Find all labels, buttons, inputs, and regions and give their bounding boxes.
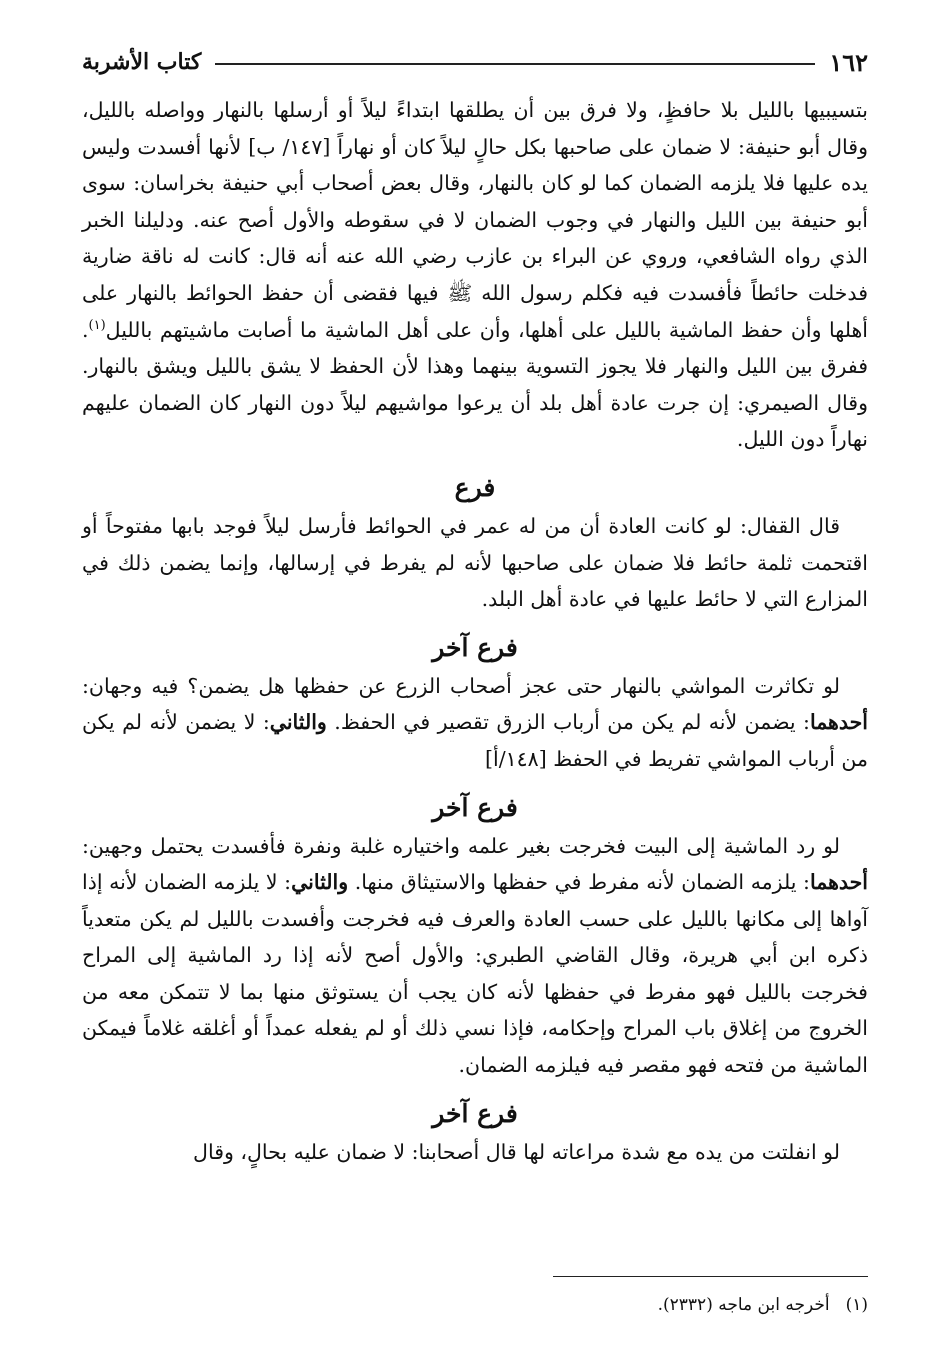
- paragraph-text: : لا يلزمه الضمان لأنه إذا آواها إلى مكانها بالليل على حسب العادة والعرف فيه فخرجت وأفسدت بالليل لم يكن متعدياً ذكره ابن أبي هريرة، وقال القاضي الطبري: والأول أصح لأنه إذا رد الماشية إلى المراح فخرجت بالليل فهو مفرط في حفظها لأنه كان يجب أن يستوثق منها بما لا تتمكن معه من الخروج من إغلاق باب المراح وإحكامه، فإذا نسي ذلك أو لم يفعله عمداً أو أغلقه غلاماً فيمكن الماشية من فتحه فهو مقصر فيه فيلزمه الضمان.: [82, 870, 868, 1078]
- bold-term-second: والثاني: [269, 710, 327, 735]
- paragraph-text: بتسيبيها بالليل بلا حافظٍ، ولا فرق بين أن يطلقها ابتداءً ليلاً أو أرسلها بالنهار وواصله بالليل، وقال أبو حنيفة: لا ضمان على صاحبها بكل حالٍ ليلاً كان أو نهاراً [١٤٧/ ب] لأنها أفسدت وليس يده عليها فلا يلزمه الضمان كما لو كان بالنهار، وقال بعض أصحاب أبي حنيفة بخراسان: سوى أبو حنيفة بين الليل والنهار في وجوب الضمان لا في سقوطه والأول أصح عنه. ودليلنا الخبر الذي رواه الشافعي، وروي عن البراء بن عازب رضي الله عنه أنه قال: كانت له ناقة ضارية فدخلت حائطاً فأفسدت فيه فكلم رسول الله ﷺ فيها فقضى أن حفظ الحوائط بالنهار على أهلها وأن حفظ الماشية بالليل على أهلها، وأن على أهل الماشية ما أصابت ماشيتهم بالليل: [82, 98, 868, 342]
- footnote-number: (١): [845, 1295, 868, 1315]
- footnote-text: أخرجه ابن ماجه (٢٣٣٢).: [657, 1295, 830, 1315]
- section-heading: فرع آخر: [432, 632, 518, 662]
- section-heading: فرع آخر: [432, 1098, 518, 1128]
- bold-term-second: والثاني: [291, 870, 349, 895]
- paragraph-text: قال القفال: لو كانت العادة أن من له عمر في الحوائط فأرسل ليلاً فوجد بابها مفتوحاً أو اقتحمت ثلمة حائط فلا ضمان على صاحبها لأنه لم يفرط في إرسالها، وإنما يضمن ذلك في المزارع التي لا حائط عليها في عادة أهل البلد.: [82, 513, 868, 612]
- bold-term-first: أحدهما: [809, 710, 868, 735]
- footnote-marker: (١): [88, 317, 106, 333]
- section-heading: فرع: [454, 472, 496, 502]
- paragraph: [82, 1134, 868, 1171]
- paragraph: [82, 508, 868, 618]
- section-heading: فرع آخر: [432, 792, 518, 822]
- footnote-rule: [553, 1276, 868, 1277]
- paragraph-text: لو تكاثرت المواشي بالنهار حتى عجز أصحاب الزرع عن حفظها هل يضمن؟ فيه وجهان:: [82, 673, 840, 698]
- page: [82, 40, 869, 1315]
- paragraph-continuation: [82, 92, 868, 458]
- paragraph-text: لو انفلتت من يده مع شدة مراعاته لها قال أصحابنا: لا ضمان عليه بحالٍ، وقال: [193, 1139, 840, 1164]
- paragraph: [82, 828, 868, 1084]
- paragraph-text: . ففرق بين الليل والنهار فلا يجوز التسوية بينهما وهذا لأن الحفظ لا يشق بالليل ويشق بالنهار. وقال الصيمري: إن جرت عادة أهل بلد أن يرعوا مواشيهم ليلاً دون النهار كان الضمان عليهم نهاراً دون الليل.: [82, 317, 868, 452]
- paragraph: [82, 668, 868, 778]
- paragraph-text: : لا يضمن لأنه لم يكن من أرباب المواشي تفريط في الحفظ [١٤٨/أ]: [82, 710, 868, 771]
- paragraph-text: لو رد الماشية إلى البيت فخرجت بغير علمه واختياره غلبة ونفرة فأفسدت يحتمل وجهين:: [82, 833, 840, 858]
- running-header: [82, 40, 868, 84]
- footnote: [658, 1292, 868, 1318]
- page-number: ١٦٢: [829, 47, 868, 77]
- paragraph-text: : يضمن لأنه لم يكن من أرباب الزرق تقصير في الحفظ.: [326, 710, 810, 735]
- header-rule: [215, 63, 815, 65]
- paragraph-text: : يلزمه الضمان لأنه مفرط في حفظها والاستيثاق منها.: [348, 870, 810, 895]
- book-title: كتاب الأشربة: [82, 49, 202, 75]
- bold-term-first: أحدهما: [809, 870, 869, 895]
